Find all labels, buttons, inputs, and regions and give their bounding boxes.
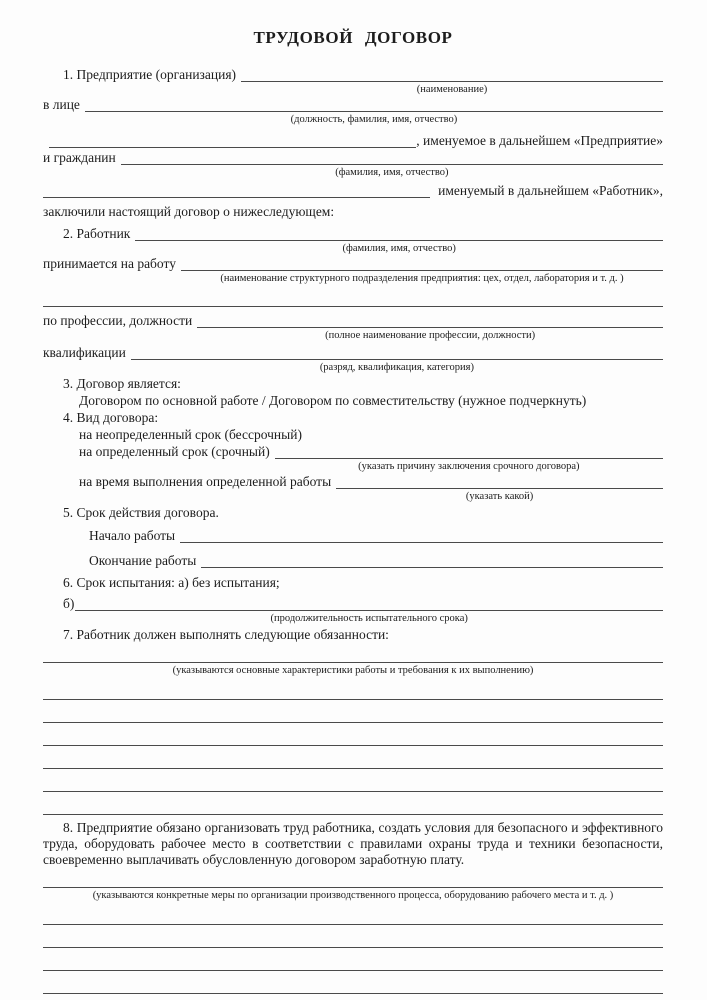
enterprise-named-row (43, 132, 663, 149)
representative-caption: (должность, фамилия, имя, отчество) (290, 114, 458, 125)
in-person-label: в лице (43, 97, 80, 112)
duties-caption: (указываются основные характеристики работы и требования к их выполнению) (172, 665, 534, 676)
enterprise-label: 1. Предприятие (организация) (63, 67, 237, 82)
probation-head: 6. Срок испытания: а) без испытания; (63, 575, 280, 590)
probation-b-row (43, 595, 663, 625)
citizen-name-caption: (фамилия, имя, отчество) (335, 167, 449, 178)
work-start-label: Начало работы (89, 528, 176, 543)
qualification-caption: (разряд, квалификация, категория) (319, 362, 474, 373)
specific-work-label: на время выполнения определенной работы (79, 474, 332, 489)
work-end-date-blank[interactable] (201, 552, 663, 568)
duties-blank-1[interactable] (43, 647, 663, 663)
work-start-row (43, 527, 663, 544)
hired-row (43, 255, 663, 285)
duties-blank-4[interactable] (43, 729, 663, 746)
workplace-unit-caption: (наименование структурного подразделения предприятия: цех, отдел, лаборатория и т. д. ) (220, 273, 624, 284)
worker-label: 2. Работник (63, 226, 131, 241)
employer-measures-caption-row (43, 872, 663, 902)
citizen-label: и гражданин (43, 150, 116, 165)
specific-work-caption: (указать какой) (465, 491, 534, 502)
work-start-date-blank[interactable] (180, 527, 663, 543)
contract-type-head: 3. Договор является: (63, 376, 181, 391)
profession-caption: (полное наименование профессии, должности) (325, 330, 536, 341)
hired-label: принимается на работу (43, 256, 176, 271)
fixed-term-row (43, 443, 663, 473)
duties-caption-row (43, 647, 663, 677)
worker-named-row (43, 182, 663, 199)
duties-blank-7[interactable] (43, 798, 663, 815)
qualification-label: квалификации (43, 345, 126, 360)
work-end-row (43, 552, 663, 569)
contract-type-option: Договором по основной работе / Договором по совместительству (нужное подчеркнуть) (79, 393, 587, 408)
contract-duration-head: 5. Срок действия договора. (63, 505, 219, 520)
fixed-term-reason-blank[interactable] (275, 443, 663, 459)
employer-measures-blank-1[interactable] (43, 872, 663, 888)
workplace-unit-blank[interactable] (181, 255, 663, 271)
duties-blank-2[interactable] (43, 683, 663, 700)
specific-work-blank[interactable] (336, 473, 663, 489)
indefinite-term-option: на неопределенный срок (бессрочный) (79, 427, 302, 442)
worker-named-text: именуемый в дальнейшем «Работник», (438, 183, 663, 198)
document-title: ТРУДОВОЙ ДОГОВОР (253, 28, 453, 47)
work-end-label: Окончание работы (89, 553, 197, 568)
enterprise-name-blank[interactable] (241, 66, 663, 82)
enterprise-name-caption: (наименование) (416, 84, 488, 95)
citizen-name-blank[interactable] (121, 149, 663, 165)
citizen-row (43, 149, 663, 179)
specific-work-row (43, 473, 663, 503)
employer-obligations-paragraph: 8. Предприятие обязано организовать труд работника, создать условия для безопасного и эффективного труда, оборудовать рабочее место в соответствии с правилами охраны труда и техники безопасности, своевременно выплачивать обусловленную договором заработную плату. (43, 820, 663, 867)
in-person-row (43, 96, 663, 126)
worker-name-caption: (фамилия, имя, отчество) (342, 243, 456, 254)
probation-duration-blank[interactable] (75, 595, 663, 611)
profession-label: по профессии, должности (43, 313, 193, 328)
worker-row (43, 225, 663, 255)
qualification-row (43, 344, 663, 374)
representative-blank[interactable] (85, 96, 663, 112)
employer-measures-blank-5[interactable] (43, 977, 663, 994)
duties-head: 7. Работник должен выполнять следующие обязанности: (63, 627, 389, 642)
worker-continuation-blank[interactable] (43, 182, 430, 198)
profession-blank[interactable] (197, 312, 663, 328)
employer-measures-blank-2[interactable] (43, 908, 663, 925)
contract-kind-head: 4. Вид договора: (63, 410, 159, 425)
probation-duration-caption: (продолжительность испытательного срока) (270, 613, 468, 624)
concluded-text: заключили настоящий договор о нижеследующем: (43, 204, 335, 219)
fixed-term-label: на определенный срок (срочный) (79, 444, 270, 459)
worker-name-blank[interactable] (135, 225, 663, 241)
duties-blank-6[interactable] (43, 775, 663, 792)
fixed-term-reason-caption: (указать причину заключения срочного договора) (358, 461, 580, 472)
employer-measures-blank-3[interactable] (43, 931, 663, 948)
enterprise-row (43, 66, 663, 96)
profession-row (43, 312, 663, 342)
employer-measures-blank-4[interactable] (43, 954, 663, 971)
workplace-unit-blank-2[interactable] (43, 290, 663, 307)
probation-b-label: б) (63, 596, 75, 611)
enterprise-continuation-blank[interactable] (49, 132, 416, 148)
employer-measures-caption: (указываются конкретные меры по организации производственного процесса, оборудованию рабочего места и т. д. ) (92, 890, 614, 901)
enterprise-named-text: , именуемое в дальнейшем «Предприятие» (416, 133, 663, 148)
qualification-blank[interactable] (131, 344, 663, 360)
duties-blank-3[interactable] (43, 706, 663, 723)
duties-blank-5[interactable] (43, 752, 663, 769)
